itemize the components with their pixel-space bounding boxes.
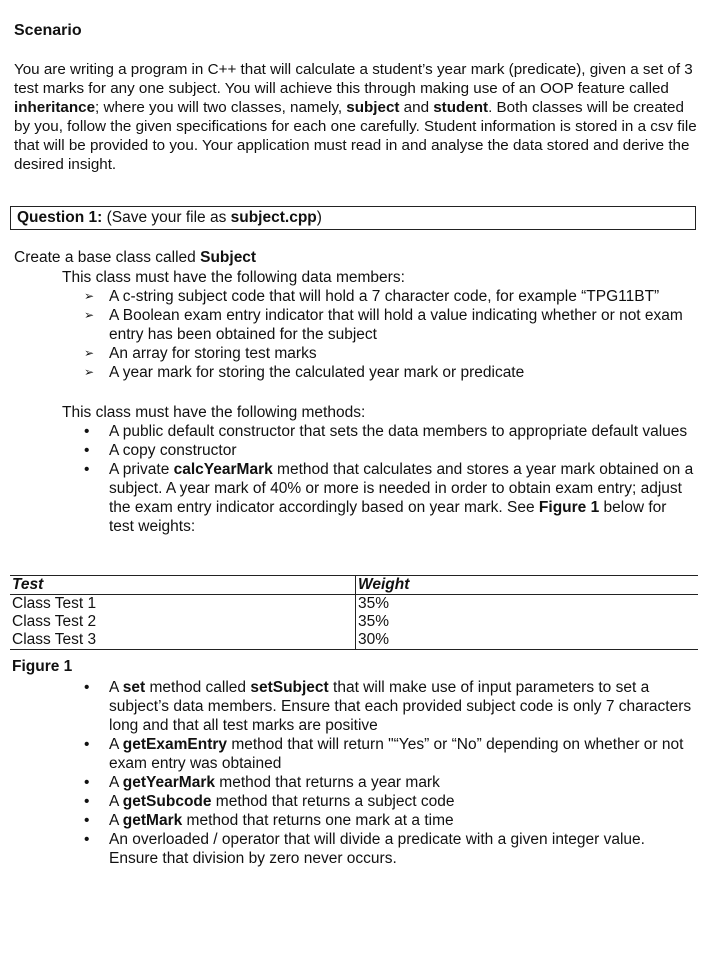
table-row [10, 613, 698, 631]
figure-caption: Figure 1 [12, 658, 73, 675]
list-item: • A getMark method that returns one mark at a time [84, 812, 454, 829]
bullet-icon: • [84, 793, 90, 810]
methods-intro: This class must have the following methods: [62, 404, 366, 421]
list-item: • A copy constructor [84, 442, 237, 459]
list-item: ➢ A year mark for storing the calculated year mark or predicate [84, 364, 525, 381]
bullet-icon: • [84, 679, 90, 696]
table-row [10, 595, 698, 614]
bullet-icon: • [84, 423, 90, 440]
data-members-list [84, 287, 694, 382]
weight-cell: 35% [356, 613, 699, 631]
bullet-icon: • [84, 442, 90, 459]
bullet-icon: • [84, 774, 90, 791]
list-item: • A getYearMark method that returns a year mark [84, 774, 440, 791]
list-item: • A set method called setSubject that will make use of input parameters to set a subject’s data members. Ensure that each provided subject code is only 7 characters long and that all test marks are positive [84, 679, 692, 734]
header-weight: Weight [356, 576, 699, 595]
list-item: ➢ A c-string subject code that will hold a 7 character code, for example “TPG11BT” [84, 288, 660, 305]
methods-list [84, 422, 694, 536]
list-item: • A private calcYearMark method that calculates and stores a year mark obtained on a subject. A year mark of 40% or more is needed in order to obtain exam entry; adjust the exam entry indicator accordingly based on year mark. See Figure 1 below for test weights: [84, 461, 694, 535]
table-row [10, 631, 698, 650]
header-test: Test [12, 576, 44, 593]
bullet-icon: • [84, 461, 90, 478]
base-class-intro: Create a base class called Subject [14, 249, 257, 266]
arrow-bullet-icon: ➢ [84, 346, 95, 360]
data-members-intro: This class must have the following data members: [62, 269, 405, 286]
more-methods-list [84, 678, 694, 868]
list-item: ➢ An array for storing test marks [84, 345, 317, 362]
question-1-box: Question 1: (Save your file as subject.cpp) [10, 206, 696, 230]
weight-cell: 35% [356, 595, 699, 614]
weight-cell: 30% [356, 631, 699, 650]
bullet-icon: • [84, 812, 90, 829]
bullet-icon: • [84, 831, 90, 848]
test-cell: Class Test 1 [12, 595, 97, 612]
scenario-paragraph: You are writing a program in C++ that will calculate a student’s year mark (predicate), given a set of 3 test marks for any one subject. You will achieve this through making use of an OOP feature called inheritance; where you will two classes, namely, subject and student. Both classes will be created by you, follow the given specifications for each one carefully. Student information is stored in a csv file that will be provided to you. Your application must read in and analyse the data stored and derive the desired insight. [14, 61, 697, 173]
arrow-bullet-icon: ➢ [84, 308, 95, 322]
scenario-heading: Scenario [14, 22, 82, 39]
list-item: • A getExamEntry method that will return "“Yes” or “No” depending on whether or not exam entry was obtained [84, 736, 684, 772]
test-cell: Class Test 2 [12, 613, 97, 630]
list-item: • An overloaded / operator that will divide a predicate with a given integer value. Ensure that division by zero never occurs. [84, 831, 645, 867]
list-item: ➢ A Boolean exam entry indicator that will hold a value indicating whether or not exam entry has been obtained for the subject [84, 307, 683, 343]
table-header-row [10, 576, 698, 595]
list-item: • A public default constructor that sets the data members to appropriate default values [84, 423, 688, 440]
test-cell: Class Test 3 [12, 631, 97, 648]
arrow-bullet-icon: ➢ [84, 365, 95, 379]
list-item: • A getSubcode method that returns a subject code [84, 793, 455, 810]
bullet-icon: • [84, 736, 90, 753]
test-weights-table [10, 575, 698, 650]
arrow-bullet-icon: ➢ [84, 289, 95, 303]
